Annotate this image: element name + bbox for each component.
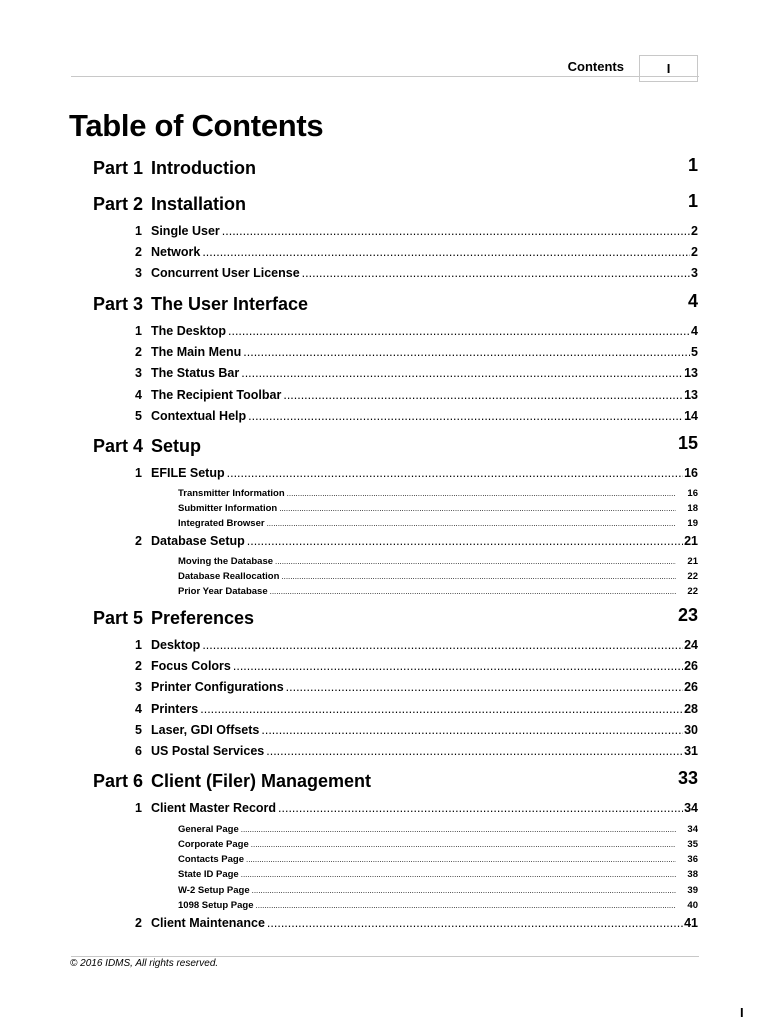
subentry-line — [178, 839, 676, 851]
toc-part[interactable] — [0, 605, 770, 632]
toc-entry[interactable] — [0, 659, 770, 675]
part-number: Part 4 — [93, 436, 144, 456]
part-title: Preferences — [151, 608, 255, 628]
subentry-page: 34 — [687, 824, 698, 835]
subentry-line — [178, 503, 676, 515]
part-number: Part 5 — [93, 608, 144, 628]
entry-number: 2 — [135, 245, 142, 259]
entry-number: 3 — [135, 366, 142, 380]
entry-line — [151, 266, 698, 280]
dot-leader — [287, 488, 676, 500]
dot-leader — [270, 586, 676, 598]
subentry-line — [178, 586, 676, 598]
dot-leader — [275, 556, 676, 568]
dot-leader — [200, 702, 683, 716]
entry-line — [151, 534, 698, 548]
dot-leader — [267, 518, 676, 530]
part-title: Setup — [151, 436, 202, 456]
toc-subentry[interactable] — [0, 885, 770, 899]
toc-entry[interactable] — [0, 702, 770, 718]
dot-leader — [246, 854, 676, 866]
entry-page: 31 — [684, 744, 698, 758]
subentry-title: Moving the Database — [178, 556, 274, 567]
entry-page: 30 — [684, 723, 698, 737]
subentry-page: 36 — [687, 854, 698, 865]
part-number: Part 2 — [93, 194, 144, 214]
toc-entry[interactable] — [0, 409, 770, 425]
entry-title: Concurrent User License — [151, 266, 300, 280]
subentry-title: Corporate Page — [178, 839, 249, 850]
toc-entry[interactable] — [0, 366, 770, 382]
dot-leader — [243, 345, 690, 359]
entry-page: 2 — [691, 245, 698, 259]
entry-title: Desktop — [151, 638, 201, 652]
subentry-page: 40 — [687, 900, 698, 911]
toc-entry[interactable] — [0, 466, 770, 482]
subentry-page: 22 — [687, 586, 698, 597]
page-title: Table of Contents — [69, 108, 324, 143]
page-folio: I — [740, 1005, 744, 1020]
entry-line — [151, 638, 698, 652]
toc-part[interactable] — [0, 291, 770, 318]
dot-leader — [227, 466, 683, 480]
dot-leader — [222, 224, 690, 238]
entry-line — [151, 466, 698, 480]
entry-title: Database Setup — [151, 534, 245, 548]
entry-page: 34 — [684, 801, 698, 815]
toc-part[interactable] — [0, 191, 770, 218]
dot-leader — [261, 723, 683, 737]
part-number: Part 6 — [93, 771, 144, 791]
entry-number: 5 — [135, 723, 142, 737]
entry-page: 28 — [684, 702, 698, 716]
part-page: 15 — [677, 433, 698, 453]
entry-line — [151, 324, 698, 338]
dot-leader — [251, 839, 676, 851]
entry-page: 26 — [684, 659, 698, 673]
toc-entry[interactable] — [0, 801, 770, 817]
entry-title: Network — [151, 245, 201, 259]
entry-line — [151, 659, 698, 673]
subentry-page: 18 — [687, 503, 698, 514]
entry-page: 2 — [691, 224, 698, 238]
dot-leader — [267, 916, 683, 930]
entry-number: 1 — [135, 224, 142, 238]
subentry-line — [178, 900, 676, 912]
subentry-page: 19 — [687, 518, 698, 529]
part-page: 1 — [687, 191, 698, 211]
dot-leader — [252, 885, 676, 897]
part-title: The User Interface — [151, 294, 309, 314]
entry-number: 4 — [135, 388, 142, 402]
entry-number: 2 — [135, 534, 142, 548]
subentry-title: General Page — [178, 824, 239, 835]
toc-entry[interactable] — [0, 224, 770, 240]
entry-line — [151, 409, 698, 423]
part-number: Part 3 — [93, 294, 144, 314]
header-page-box: I — [639, 55, 698, 82]
entry-number: 1 — [135, 801, 142, 815]
dot-leader — [202, 245, 690, 259]
entry-title: The Desktop — [151, 324, 227, 338]
toc-entry[interactable] — [0, 638, 770, 654]
entry-title: US Postal Services — [151, 744, 265, 758]
entry-page: 21 — [684, 534, 698, 548]
entry-title: Contextual Help — [151, 409, 247, 423]
entry-page: 5 — [691, 345, 698, 359]
dot-leader — [281, 571, 676, 583]
subentry-title: Integrated Browser — [178, 518, 265, 529]
subentry-line — [178, 824, 676, 836]
entry-title: The Recipient Toolbar — [151, 388, 282, 402]
entry-line — [151, 388, 698, 402]
subentry-title: Submitter Information — [178, 503, 278, 514]
entry-page: 13 — [684, 366, 698, 380]
entry-line — [151, 345, 698, 359]
entry-title: Laser, GDI Offsets — [151, 723, 260, 737]
toc-entry[interactable] — [0, 245, 770, 261]
subentry-line — [178, 869, 676, 881]
toc-subentry[interactable] — [0, 503, 770, 517]
entry-page: 16 — [684, 466, 698, 480]
entry-number: 1 — [135, 466, 142, 480]
toc-subentry[interactable] — [0, 854, 770, 868]
subentry-title: 1098 Setup Page — [178, 900, 254, 911]
entry-line — [151, 224, 698, 238]
dot-leader — [302, 266, 690, 280]
entry-number: 3 — [135, 266, 142, 280]
subentry-line — [178, 885, 676, 897]
footer-copyright: © 2016 IDMS, All rights reserved. — [70, 958, 219, 969]
dot-leader — [286, 680, 683, 694]
entry-line — [151, 744, 698, 758]
part-page: 23 — [677, 605, 698, 625]
subentry-line — [178, 571, 676, 583]
entry-number: 2 — [135, 659, 142, 673]
toc-part[interactable] — [0, 155, 770, 182]
dot-leader — [228, 324, 690, 338]
footer-rule — [71, 956, 699, 957]
entry-number: 6 — [135, 744, 142, 758]
toc-part[interactable] — [0, 433, 770, 460]
dot-leader — [279, 503, 676, 515]
dot-leader — [266, 744, 683, 758]
part-page: 4 — [687, 291, 698, 311]
toc-subentry[interactable] — [0, 556, 770, 570]
dot-leader — [241, 824, 676, 836]
subentry-page: 39 — [687, 885, 698, 896]
toc-entry[interactable] — [0, 534, 770, 550]
entry-page: 41 — [684, 916, 698, 930]
entry-title: The Status Bar — [151, 366, 240, 380]
subentry-title: Database Reallocation — [178, 571, 280, 582]
dot-leader — [241, 869, 676, 881]
entry-number: 3 — [135, 680, 142, 694]
entry-number: 5 — [135, 409, 142, 423]
toc-subentry[interactable] — [0, 824, 770, 838]
dot-leader — [283, 388, 683, 402]
entry-number: 2 — [135, 916, 142, 930]
subentry-title: Contacts Page — [178, 854, 244, 865]
subentry-page: 35 — [687, 839, 698, 850]
entry-title: Client Maintenance — [151, 916, 265, 930]
dot-leader — [256, 900, 676, 912]
subentry-page: 21 — [687, 556, 698, 567]
dot-leader — [247, 534, 683, 548]
entry-title: Printers — [151, 702, 199, 716]
header-label: Contents — [567, 59, 624, 74]
toc-entry[interactable] — [0, 916, 770, 932]
entry-line — [151, 801, 698, 815]
toc-entry[interactable] — [0, 266, 770, 282]
entry-title: Single User — [151, 224, 220, 238]
subentry-page: 16 — [687, 488, 698, 499]
entry-line — [151, 723, 698, 737]
entry-number: 1 — [135, 638, 142, 652]
toc-subentry[interactable] — [0, 518, 770, 532]
toc-subentry[interactable] — [0, 869, 770, 883]
entry-line — [151, 916, 698, 930]
dot-leader — [233, 659, 683, 673]
toc-entry[interactable] — [0, 324, 770, 340]
toc-entry[interactable] — [0, 345, 770, 361]
entry-page: 24 — [684, 638, 698, 652]
entry-number: 4 — [135, 702, 142, 716]
entry-title: Printer Configurations — [151, 680, 284, 694]
toc-subentry[interactable] — [0, 586, 770, 600]
toc-subentry[interactable] — [0, 571, 770, 585]
subentry-page: 22 — [687, 571, 698, 582]
entry-page: 26 — [684, 680, 698, 694]
entry-number: 2 — [135, 345, 142, 359]
part-title: Client (Filer) Management — [151, 771, 372, 791]
entry-page: 14 — [684, 409, 698, 423]
entry-line — [151, 702, 698, 716]
entry-number: 1 — [135, 324, 142, 338]
toc-part[interactable] — [0, 768, 770, 795]
entry-title: Client Master Record — [151, 801, 277, 815]
dot-leader — [248, 409, 683, 423]
entry-line — [151, 245, 698, 259]
entry-title: EFILE Setup — [151, 466, 225, 480]
entry-line — [151, 366, 698, 380]
part-number: Part 1 — [93, 158, 144, 178]
header-rule — [71, 76, 699, 77]
toc-entry[interactable] — [0, 388, 770, 404]
subentry-line — [178, 556, 676, 568]
dot-leader — [241, 366, 683, 380]
toc-subentry[interactable] — [0, 839, 770, 853]
toc-entry[interactable] — [0, 744, 770, 760]
subentry-title: Prior Year Database — [178, 586, 268, 597]
subentry-title: W-2 Setup Page — [178, 885, 250, 896]
subentry-title: State ID Page — [178, 869, 239, 880]
toc-subentry[interactable] — [0, 900, 770, 914]
dot-leader — [278, 801, 683, 815]
subentry-line — [178, 488, 676, 500]
subentry-line — [178, 518, 676, 530]
part-title: Introduction — [151, 158, 256, 178]
entry-page: 4 — [691, 324, 698, 338]
dot-leader — [202, 638, 683, 652]
entry-title: Focus Colors — [151, 659, 231, 673]
entry-title: The Main Menu — [151, 345, 242, 359]
part-page: 1 — [687, 155, 698, 175]
part-title: Installation — [151, 194, 247, 214]
entry-page: 13 — [684, 388, 698, 402]
subentry-line — [178, 854, 676, 866]
toc-subentry[interactable] — [0, 488, 770, 502]
part-page: 33 — [677, 768, 698, 788]
toc-entry[interactable] — [0, 680, 770, 696]
entry-page: 3 — [691, 266, 698, 280]
toc-entry[interactable] — [0, 723, 770, 739]
entry-line — [151, 680, 698, 694]
subentry-page: 38 — [687, 869, 698, 880]
subentry-title: Transmitter Information — [178, 488, 285, 499]
